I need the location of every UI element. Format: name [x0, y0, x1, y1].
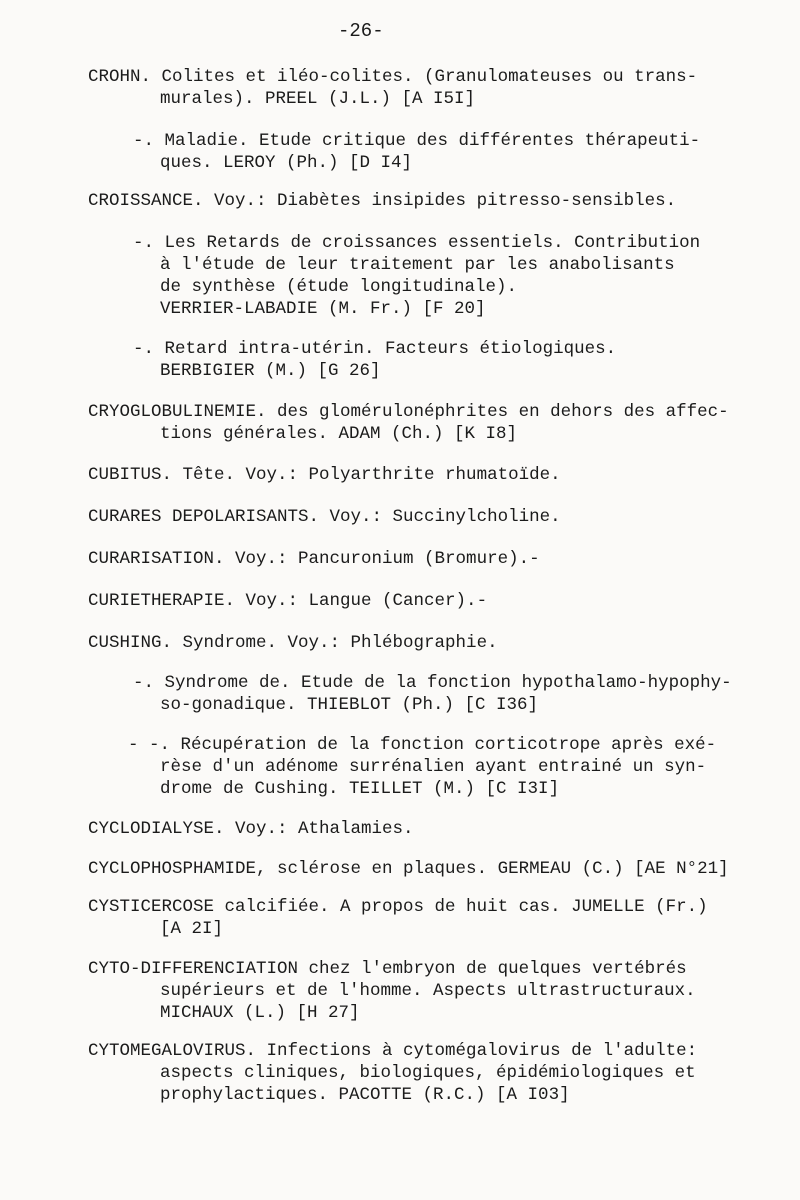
entry-line: drome de Cushing. TEILLET (M.) [C I3I] [160, 779, 560, 799]
entry-line: - -. Récupération de la fonction corticotrope après exé- [128, 735, 717, 755]
page-number: -26- [338, 20, 384, 42]
index-entry [88, 590, 487, 612]
index-entry [88, 818, 414, 840]
entry-line: CYCLODIALYSE. Voy.: Athalamies. [88, 819, 414, 839]
entry-line: CROHN. Colites et iléo-colites. (Granulomateuses ou trans- [88, 67, 698, 87]
index-entry [88, 464, 561, 486]
entry-line: CURARISATION. Voy.: Pancuronium (Bromure).- [88, 549, 540, 569]
index-entry [133, 130, 700, 174]
entry-line: ques. LEROY (Ph.) [D I4] [160, 153, 413, 173]
index-entry [88, 896, 708, 940]
entry-line: supérieurs et de l'homme. Aspects ultrastructuraux. [160, 981, 696, 1001]
entry-line: -. Retard intra-utérin. Facteurs étiologiques. [133, 339, 617, 359]
index-entry [88, 548, 540, 570]
entry-line: -. Maladie. Etude critique des différentes thérapeuti- [133, 131, 701, 151]
entry-line: de synthèse (étude longitudinale). [160, 277, 518, 297]
entry-line: CROISSANCE. Voy.: Diabètes insipides pitresso-sensibles. [88, 191, 677, 211]
entry-line: aspects cliniques, biologiques, épidémiologiques et [160, 1063, 696, 1083]
entry-line: CYSTICERCOSE calcifiée. A propos de huit cas. JUMELLE (Fr.) [88, 897, 708, 917]
entry-line: -. Syndrome de. Etude de la fonction hypothalamo-hypophy- [133, 673, 732, 693]
index-entry [88, 958, 696, 1024]
entry-line: -. Les Retards de croissances essentiels. Contribution [133, 233, 701, 253]
entry-line: murales). PREEL (J.L.) [A I5I] [160, 89, 476, 109]
entry-line: so-gonadique. THIEBLOT (Ph.) [C I36] [160, 695, 539, 715]
entry-line: CRYOGLOBULINEMIE. des glomérulonéphrites en dehors des affec- [88, 402, 729, 422]
index-entry [133, 672, 732, 716]
entry-line: VERRIER-LABADIE (M. Fr.) [F 20] [160, 299, 486, 319]
entry-line: CUBITUS. Tête. Voy.: Polyarthrite rhumatoïde. [88, 465, 561, 485]
entry-line: MICHAUX (L.) [H 27] [160, 1003, 360, 1023]
index-entry [128, 734, 716, 800]
index-entry [133, 338, 616, 382]
entry-line: à l'étude de leur traitement par les anabolisants [160, 255, 675, 275]
index-entry [88, 1040, 697, 1106]
index-entry [133, 232, 700, 320]
entry-line: CUSHING. Syndrome. Voy.: Phlébographie. [88, 633, 498, 653]
index-entry [88, 401, 729, 445]
index-entry [88, 66, 697, 110]
entry-line: tions générales. ADAM (Ch.) [K I8] [160, 424, 518, 444]
entry-line: CYTOMEGALOVIRUS. Infections à cytomégalovirus de l'adulte: [88, 1041, 698, 1061]
entry-line: CYCLOPHOSPHAMIDE, sclérose en plaques. GERMEAU (C.) [AE N°21] [88, 859, 729, 879]
index-entry [88, 190, 676, 212]
index-entry [88, 632, 498, 654]
index-entry [88, 858, 729, 880]
entry-line: BERBIGIER (M.) [G 26] [160, 361, 381, 381]
entry-line: CURIETHERAPIE. Voy.: Langue (Cancer).- [88, 591, 488, 611]
entry-line: rèse d'un adénome surrénalien ayant entrainé un syn- [160, 757, 707, 777]
index-entry [88, 506, 561, 528]
entry-line: prophylactiques. PACOTTE (R.C.) [A I03] [160, 1085, 570, 1105]
entry-line: [A 2I] [160, 919, 224, 939]
entry-line: CYTO-DIFFERENCIATION chez l'embryon de quelques vertébrés [88, 959, 687, 979]
entry-line: CURARES DEPOLARISANTS. Voy.: Succinylcholine. [88, 507, 561, 527]
